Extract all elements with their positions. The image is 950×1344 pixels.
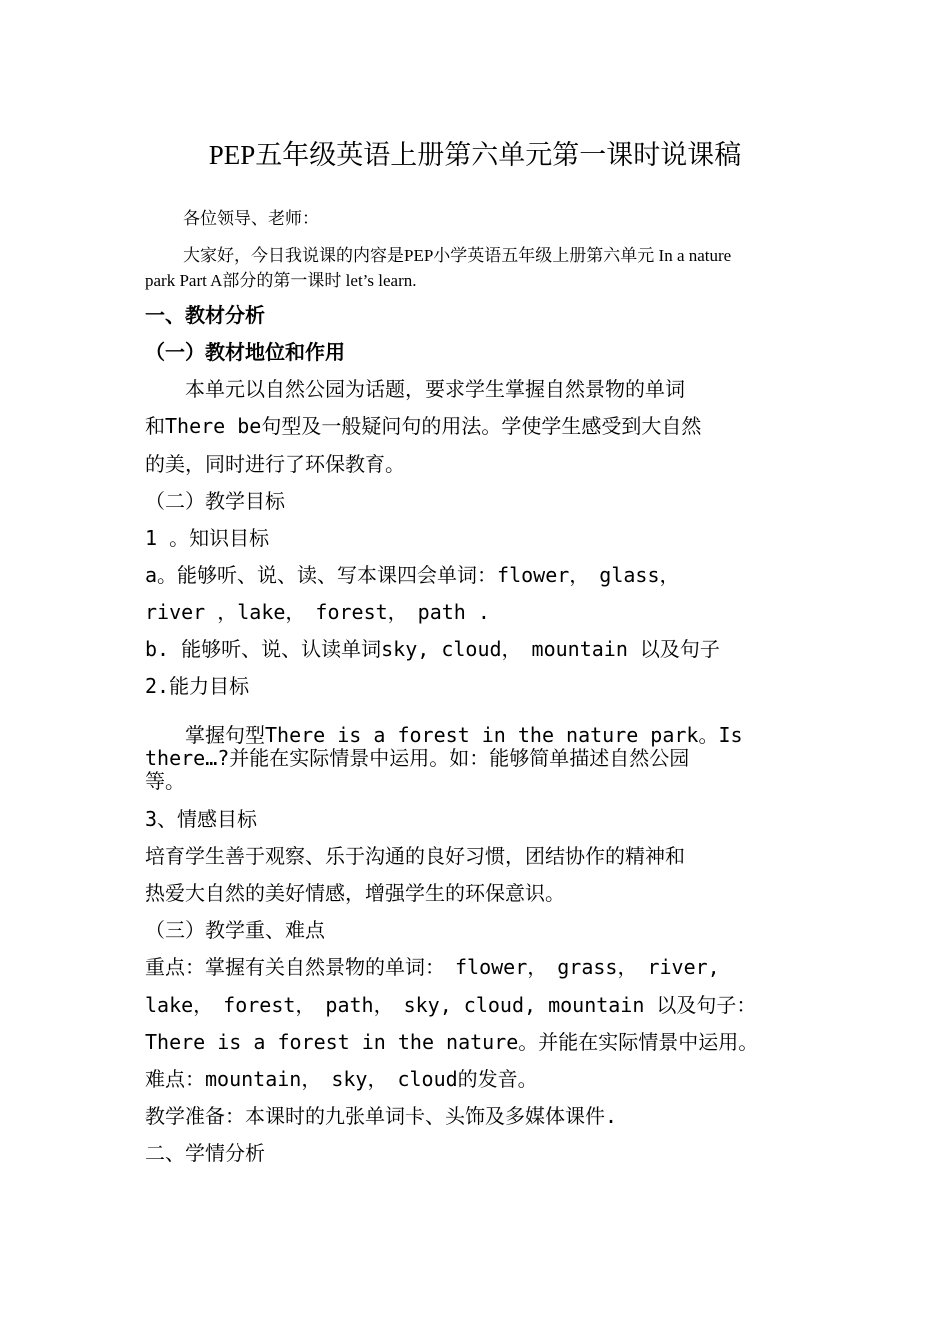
intro-line-1: 大家好，今日我说课的内容是PEP小学英语五年级上册第六单元 In a nature (183, 246, 732, 265)
ability-goal-heading: 2.能力目标 (145, 674, 250, 698)
section-heading-textbook: 一、教材分析 (145, 303, 265, 327)
intro-line-2: park Part A部分的第一课时 let’s learn. (145, 271, 417, 290)
keypoints-line-2: lake， forest， path， sky, cloud, mountain 以及句子： (145, 993, 757, 1017)
subsection-heading-goals: （二）教学目标 (145, 489, 285, 513)
ability-goal-line-2b: 能够简单描述自然公园 (489, 746, 690, 770)
knowledge-goal-heading: 1 。知识目标 (145, 526, 270, 550)
paragraph-position-line-2: 和There be句型及一般疑问句的用法。学使学生感受到大自然 (145, 414, 702, 438)
paragraph-position-line-1: 本单元以自然公园为话题，要求学生掌握自然景物的单词 (145, 377, 685, 401)
ability-goal-line-2a: there…?并能在实际情景中运用。如： (145, 746, 490, 770)
ability-goal-line-2 (145, 742, 689, 771)
ability-goal-line-1: 掌握句型There is a forest in the nature park。Is (145, 723, 743, 747)
greeting: 各位领导、老师： (183, 209, 319, 228)
ability-goal-line-3: 等。 (145, 769, 185, 793)
page-title: PEP五年级英语上册第六单元第一课时说课稿 (208, 140, 742, 170)
section-heading-students: 二、学情分析 (145, 1141, 265, 1165)
knowledge-goal-b: b. 能够听、说、认读单词sky, cloud， mountain 以及句子 (145, 637, 720, 661)
knowledge-goal-a-line-2: river ，lake， forest， path . (145, 600, 490, 624)
keypoints-line-3: There is a forest in the nature。并能在实际情景中运用。 (145, 1030, 759, 1054)
paragraph-position-line-3: 的美，同时进行了环保教育。 (145, 452, 405, 476)
emotion-goal-heading: 3、情感目标 (145, 807, 258, 831)
emotion-goal-line-2: 热爱大自然的美好情感，增强学生的环保意识。 (145, 881, 565, 905)
subsection-heading-position: （一）教材地位和作用 (145, 340, 345, 364)
knowledge-goal-a-line-1: a。能够听、说、读、写本课四会单词：flower， glass， (145, 563, 680, 587)
keypoints-line-1: 重点：掌握有关自然景物的单词： flower， grass， river, (145, 955, 720, 979)
difficult-points: 难点：mountain， sky， cloud的发音。 (145, 1067, 538, 1091)
subsection-heading-keypoints: （三）教学重、难点 (145, 918, 325, 942)
emotion-goal-line-1: 培育学生善于观察、乐于沟通的良好习惯，团结协作的精神和 (145, 844, 685, 868)
teaching-preparation: 教学准备：本课时的九张单词卡、头饰及多媒体课件. (145, 1104, 618, 1128)
